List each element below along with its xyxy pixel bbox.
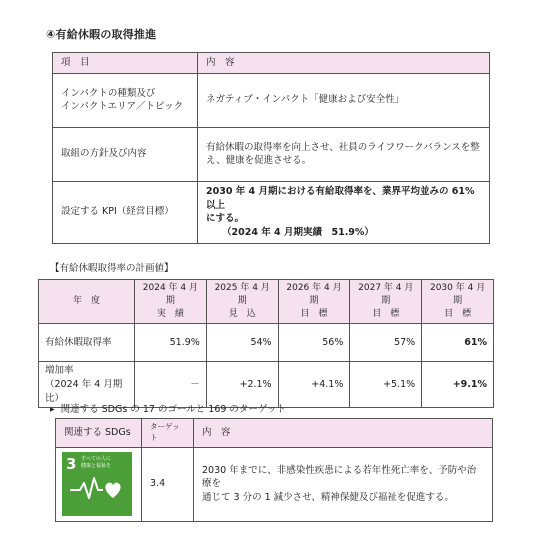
cell-value: +4.1% bbox=[278, 362, 350, 408]
cell-value: 51.9% bbox=[135, 324, 207, 362]
table-header-row bbox=[39, 280, 494, 324]
sdgs-table bbox=[55, 418, 493, 522]
section-heading: ④有給休暇の取得推進 bbox=[46, 28, 157, 41]
target-value: 3.4 bbox=[142, 447, 194, 521]
sdgs-caption: ▶ 関連する SDGs の 17 のゴールと 169 のターゲット bbox=[50, 404, 287, 415]
cell-value: 61% bbox=[422, 324, 494, 362]
table-row bbox=[56, 447, 493, 521]
header-col: 2030 年 4 月期 目 標 bbox=[422, 280, 494, 324]
table-header-row bbox=[56, 419, 493, 448]
cell-value: +2.1% bbox=[206, 362, 278, 408]
row-label: インパクトの種類及び インパクトエリア／トピック bbox=[53, 73, 198, 127]
row-content: ネガティブ・インパクト「健康および安全性」 bbox=[198, 73, 490, 127]
cell-value: 56% bbox=[278, 324, 350, 362]
plan-table bbox=[38, 279, 494, 408]
plan-caption: 【有給休暇取得率の計画値】 bbox=[50, 263, 174, 274]
header-year: 年 度 bbox=[39, 280, 135, 324]
cell-value: +5.1% bbox=[350, 362, 422, 408]
table-row bbox=[39, 324, 494, 362]
kpi-content: 2030 年 4 月期における有給取得率を、業界平均並みの 61%以上 にする。 （2024 年 4 月期実績 51.9%） bbox=[198, 181, 490, 243]
header-col: 2027 年 4 月期 目 標 bbox=[350, 280, 422, 324]
table-row bbox=[53, 181, 490, 243]
initiative-table bbox=[52, 52, 490, 244]
header-col: 2024 年 4 月期 実 績 bbox=[135, 280, 207, 324]
row-label: 増加率 （2024 年 4 月期比） bbox=[39, 362, 135, 408]
row-label: 設定する KPI（経営目標） bbox=[53, 181, 198, 243]
cell-value: +9.1% bbox=[422, 362, 494, 408]
sdg-cell bbox=[56, 447, 142, 521]
header-col: 2026 年 4 月期 目 標 bbox=[278, 280, 350, 324]
cell-value: 54% bbox=[206, 324, 278, 362]
header-content: 内 容 bbox=[194, 419, 493, 448]
heartbeat-icon bbox=[70, 474, 124, 504]
cell-value: － bbox=[135, 362, 207, 408]
row-label: 有給休暇取得率 bbox=[39, 324, 135, 362]
header-target: ターゲット bbox=[142, 419, 194, 448]
table-row bbox=[53, 73, 490, 127]
sdg-goal-3-icon: 3 すべての人に 健康と福祉を bbox=[62, 452, 132, 516]
target-content: 2030 年までに、非感染性疾患による若年性死亡率を、予防や治療を 通じて 3 分の 1 減少させ、精神保健及び福祉を促進する。 bbox=[194, 447, 493, 521]
table-header-row bbox=[53, 53, 490, 74]
row-content: 有給休暇の取得率を向上させ、社員のライフワークバランスを整 え、健康を促進させる。 bbox=[198, 127, 490, 181]
table-row bbox=[53, 127, 490, 181]
row-label: 取組の方針及び内容 bbox=[53, 127, 198, 181]
header-content: 内 容 bbox=[198, 53, 490, 74]
header-col: 2025 年 4 月期 見 込 bbox=[206, 280, 278, 324]
triangle-bullet-icon: ▶ bbox=[50, 406, 55, 413]
header-sdgs: 関連する SDGs bbox=[56, 419, 142, 448]
header-item: 項 目 bbox=[53, 53, 198, 74]
cell-value: 57% bbox=[350, 324, 422, 362]
